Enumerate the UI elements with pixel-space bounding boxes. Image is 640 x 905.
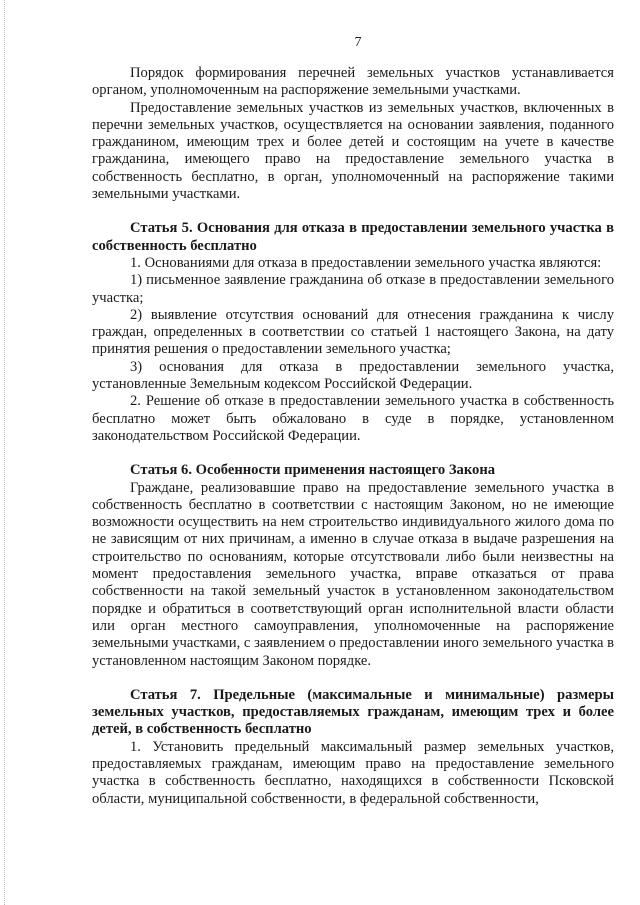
paragraph: Граждане, реализовавшие право на предоставление земельного участка в собственность бесплатно в соответствии с настоящим Законом, но не имеющие возможности осуществить на нем строительство индивидуального жилого дома по не зависящим от них причинам, а именно в случае отказа в выдаче разрешения на строительство по основаниям, которые отсутствовали либо были неизвестны на момент предоставления земельного участка, вправе отказаться от права собственности на такой земельный участок в установленном законодательством порядке и обратиться в соответствующий орган исполнительной власти области или орган местного самоуправления, уполномоченные на распоряжение земельными участками, с заявлением о предоставлении иного земельного участка в установленном настоящим Законом порядке. — [92, 479, 614, 669]
article-6-heading: Статья 6. Особенности применения настоящего Закона — [130, 462, 496, 479]
page-number: 7 — [354, 35, 362, 50]
paragraph: 1. Основаниями для отказа в предоставлении земельного участка являются: — [130, 254, 602, 271]
paragraph: 1) письменное заявление гражданина об отказе в предоставлении земельного участка; — [92, 272, 614, 306]
article-5-heading: Статья 5. Основания для отказа в предоставлении земельного участка в собственность бесплатно — [92, 220, 614, 254]
paragraph: 2. Решение об отказе в предоставлении земельного участка в собственность бесплатно может быть обжаловано в суде в порядке, установленном законодательством Российской Федерации. — [92, 393, 614, 444]
paragraph: 1. Установить предельный максимальный размер земельных участков, предоставляемых гражданам, имеющим право на предоставление земельного участка в собственность бесплатно, находящихся в собственности Псковской области, муниципальной собственности, в федеральной собственности, — [92, 738, 614, 807]
article-7-heading: Статья 7. Предельные (максимальные и минимальные) размеры земельных участков, предоставляемых гражданам, имеющим трех и более детей, в собственность бесплатно — [92, 686, 614, 738]
paragraph: 2) выявление отсутствия оснований для отнесения гражданина к числу граждан, определенных в соответствии со статьей 1 настоящего Закона, на дату принятия решения о предоставлении земельного участка; — [92, 306, 614, 358]
scan-edge — [4, 0, 5, 905]
paragraph: 3) основания для отказа в предоставлении земельного участка, установленные Земельным кодексом Российской Федерации. — [92, 358, 614, 393]
paragraph: Порядок формирования перечней земельных участков устанавливается органом, уполномоченным на распоряжение земельными участками. — [92, 65, 614, 99]
paragraph: Предоставление земельных участков из земельных участков, включенных в перечни земельных участков, осуществляется на основании заявления, поданного гражданином, имеющим трех и более детей и состоящим на учете в качестве гражданина, имеющего право на предоставление земельного участка в собственность бесплатно, в орган, уполномоченный на распоряжение такими земельными участками. — [92, 99, 614, 203]
